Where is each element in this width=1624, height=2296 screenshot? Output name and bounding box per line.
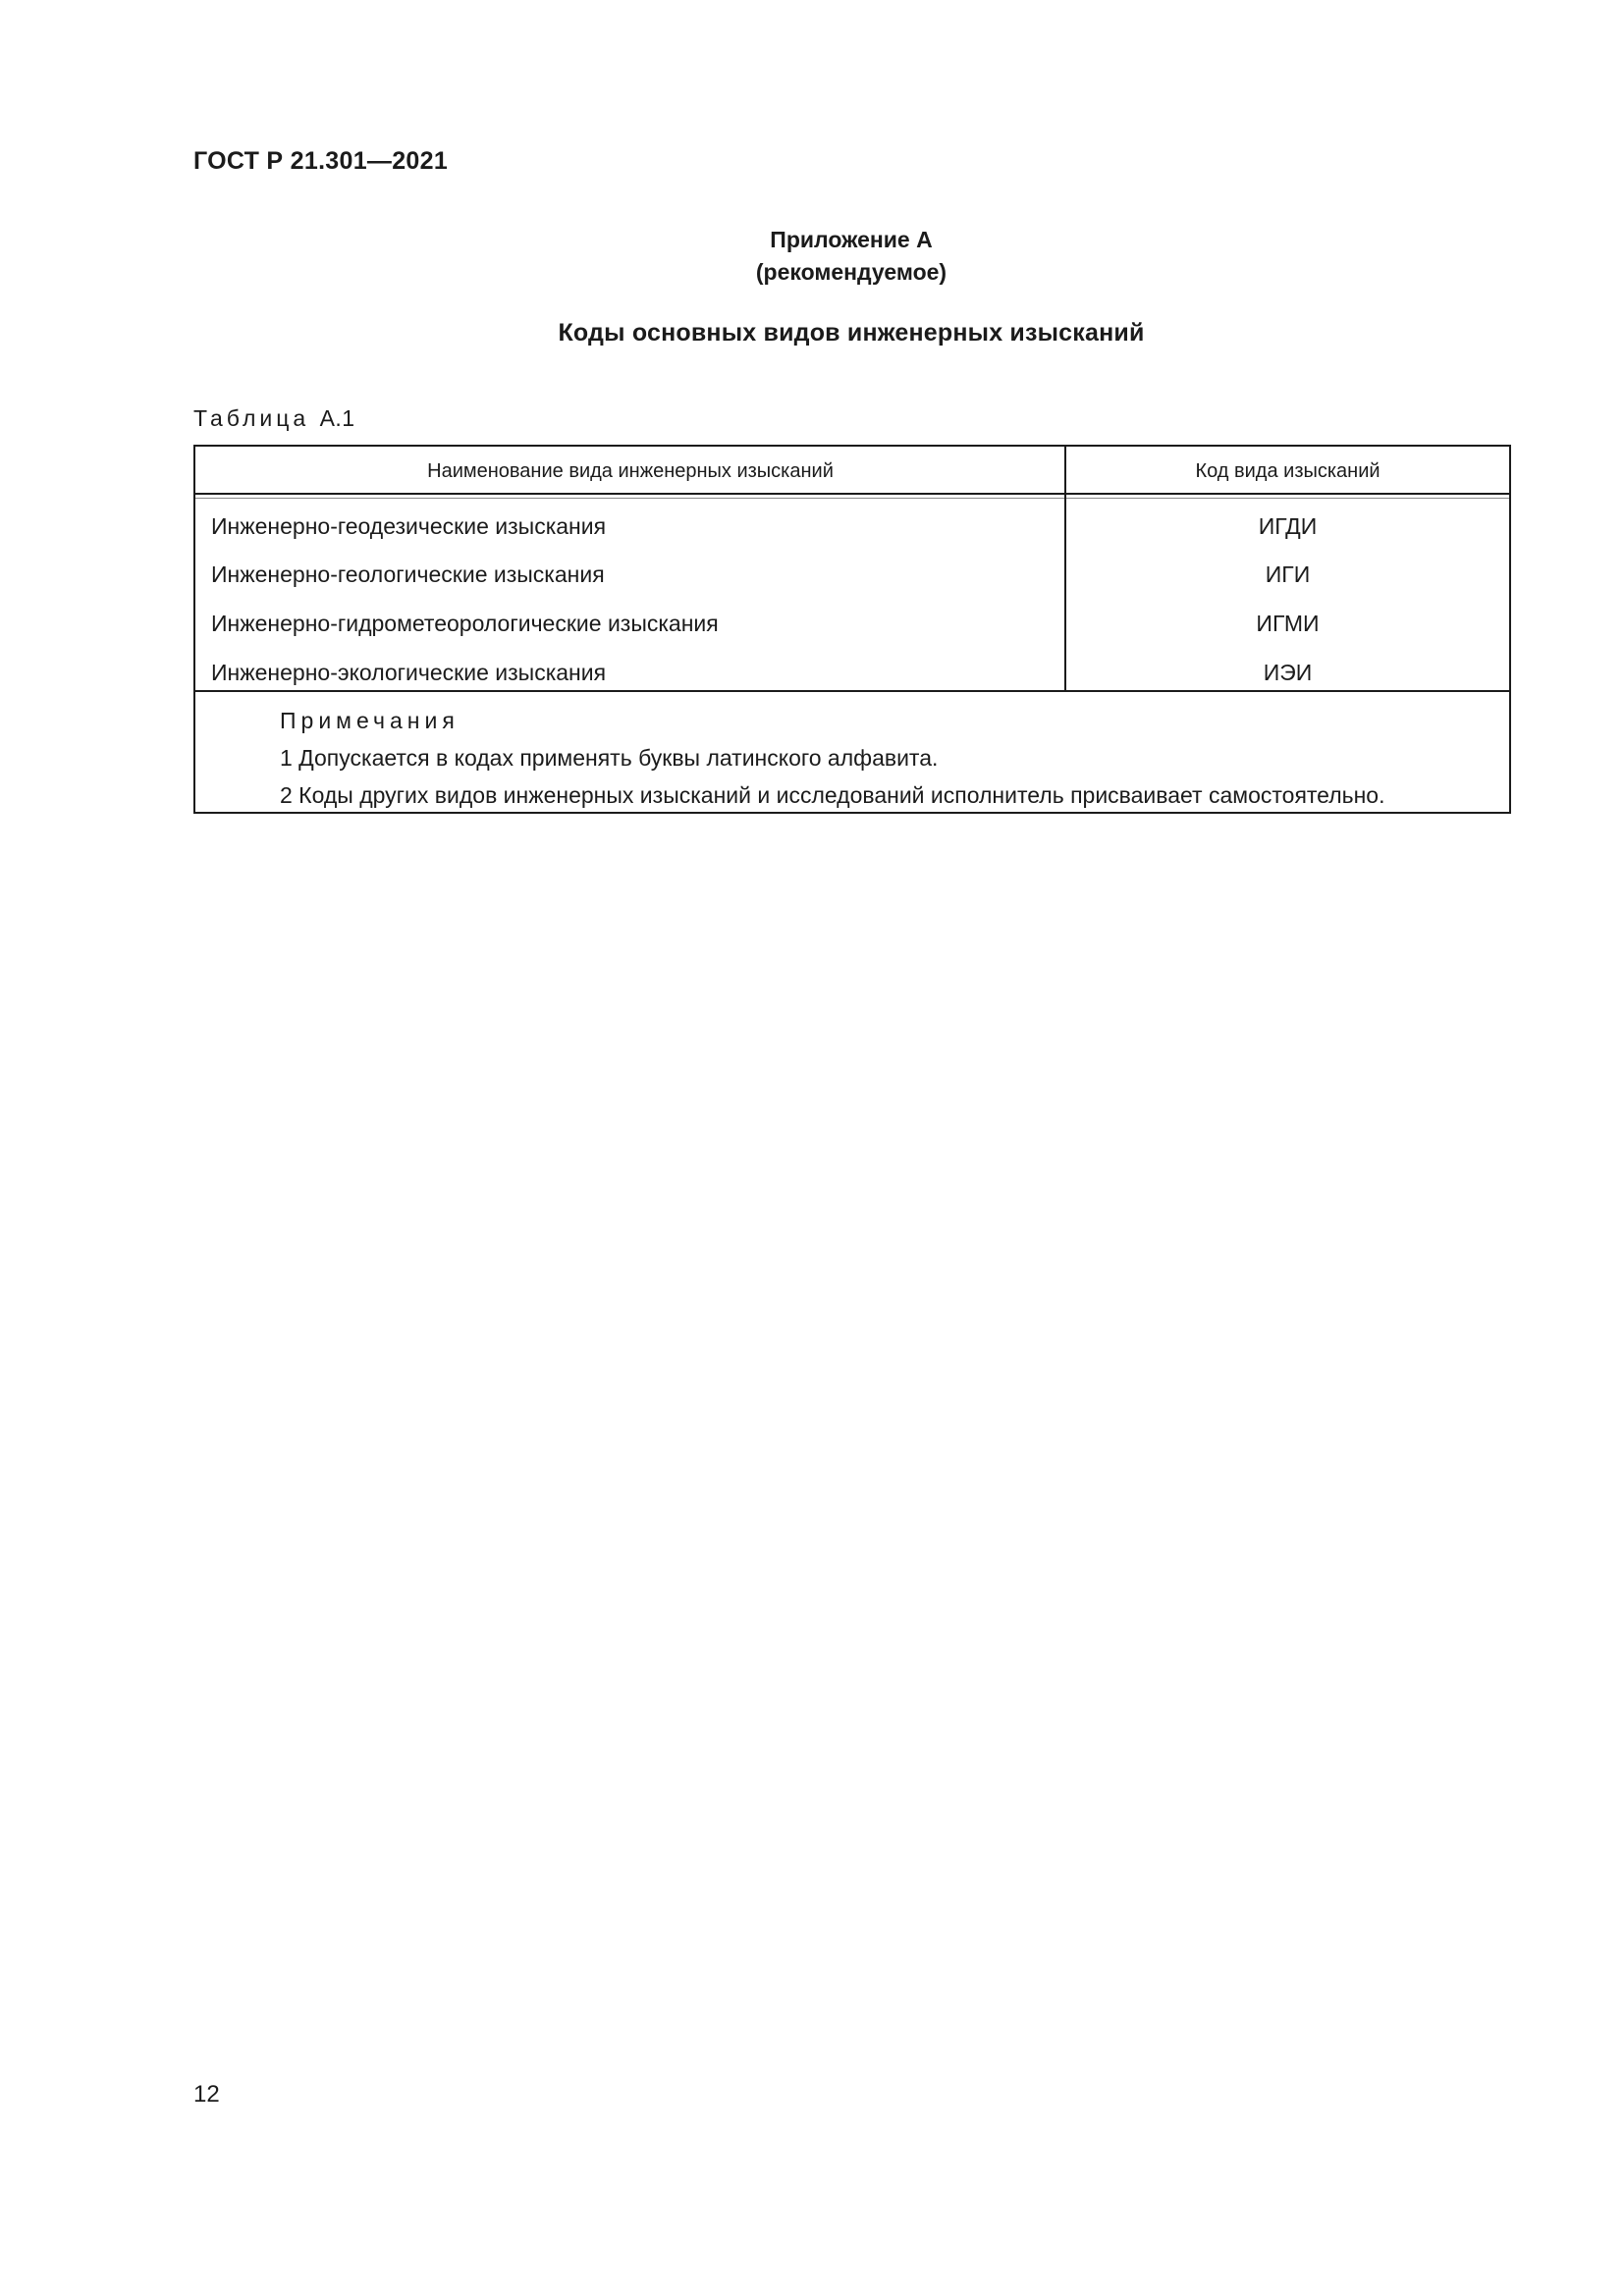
survey-type-code: ИГИ [1265, 561, 1311, 587]
page-number: 12 [193, 2081, 220, 2108]
table-row [195, 646, 1509, 695]
table-row [195, 597, 1509, 646]
table-notes [280, 702, 1384, 814]
note-item: 2 Коды других видов инженерных изысканий и исследований исполнитель присваивает самостоятельно. [280, 782, 1385, 808]
column-header-code: Код вида изысканий [1195, 460, 1380, 482]
table-caption-word: Таблица [193, 405, 310, 431]
survey-type-code: ИЭИ [1263, 660, 1313, 685]
survey-type-name: Инженерно-геодезические изыскания [211, 513, 607, 539]
document-id: ГОСТ Р 21.301—2021 [193, 147, 449, 175]
table-header-row [195, 447, 1509, 495]
appendix-heading [0, 224, 1624, 289]
survey-type-name: Инженерно-экологические изыскания [211, 660, 607, 685]
survey-type-name: Инженерно-гидрометеорологические изыскания [211, 611, 719, 636]
table-row [195, 548, 1509, 597]
notes-title: Примечания [280, 708, 460, 733]
column-header-name: Наименование вида инженерных изысканий [427, 460, 834, 482]
column-divider [1064, 447, 1066, 690]
survey-type-code: ИГМИ [1256, 611, 1320, 636]
note-item: 1 Допускается в кодах применять буквы латинского алфавита. [280, 745, 939, 771]
notes-divider [195, 690, 1509, 692]
section-title: Коды основных видов инженерных изысканий [558, 319, 1145, 347]
survey-type-name: Инженерно-геологические изыскания [211, 561, 605, 587]
table-caption-number: А.1 [319, 405, 355, 431]
table-row [195, 500, 1509, 549]
codes-table [193, 445, 1511, 814]
survey-type-code: ИГДИ [1258, 513, 1318, 539]
table-caption [193, 405, 355, 432]
appendix-title: Приложение А [770, 227, 933, 252]
header-double-rule [195, 498, 1509, 499]
appendix-status: (рекомендуемое) [755, 259, 947, 285]
